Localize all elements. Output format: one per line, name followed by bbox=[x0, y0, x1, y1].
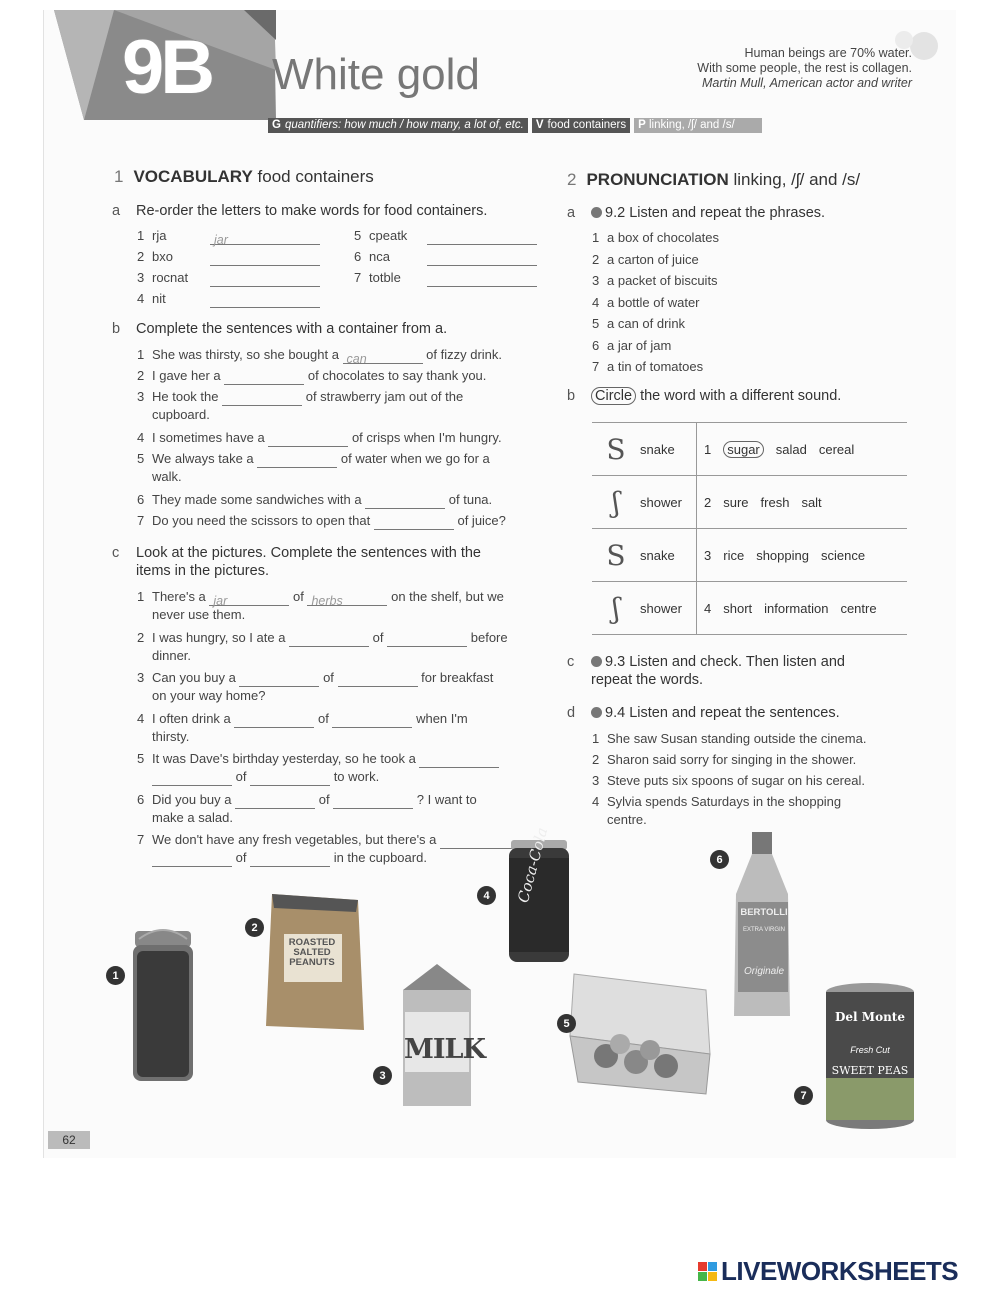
tin-brand: Del Monte bbox=[835, 1010, 905, 1024]
sentence-part: of chocolates to say thank you. bbox=[304, 368, 487, 383]
sentence-part: when I'm bbox=[412, 710, 468, 726]
cakes-picture bbox=[556, 970, 716, 1098]
answer-blank[interactable] bbox=[343, 350, 423, 364]
sentence-cont: centre. bbox=[607, 812, 647, 827]
pron-label: PRONUNCIATION bbox=[586, 170, 729, 189]
pron-heading bbox=[567, 170, 860, 190]
oil-label: BERTOLLI bbox=[740, 907, 788, 918]
answer-blank[interactable] bbox=[239, 673, 319, 687]
word-option[interactable]: sugar bbox=[723, 441, 764, 458]
item-number: 2 bbox=[592, 752, 600, 767]
vocab-label: VOCABULARY bbox=[133, 167, 253, 186]
list-item bbox=[137, 450, 490, 486]
list-item bbox=[592, 251, 699, 269]
answer-blank[interactable] bbox=[427, 231, 537, 245]
item-number: 1 bbox=[137, 228, 145, 243]
list-item bbox=[592, 358, 703, 376]
item-number: 1 bbox=[137, 347, 145, 362]
sentence-part: ? I want to bbox=[413, 791, 477, 807]
pron-c-text-1: Listen and check. Then listen and bbox=[629, 654, 845, 670]
word-option[interactable]: information bbox=[764, 600, 829, 616]
word-option[interactable]: fresh bbox=[760, 494, 790, 510]
list-item bbox=[354, 227, 537, 245]
sentence: Sharon said sorry for singing in the shower. bbox=[607, 752, 857, 767]
answer-blank[interactable] bbox=[338, 673, 418, 687]
answer-text: jar bbox=[213, 594, 228, 608]
vocab-tag bbox=[532, 118, 630, 133]
list-item bbox=[137, 269, 320, 287]
item-number: 3 bbox=[592, 773, 600, 788]
answer-blank[interactable] bbox=[152, 853, 232, 867]
answer-blank[interactable] bbox=[250, 772, 330, 786]
sentence-cont bbox=[137, 648, 191, 663]
sentence-cont bbox=[137, 688, 265, 703]
sentence-cont bbox=[137, 850, 427, 865]
list-item bbox=[137, 669, 493, 705]
list-item bbox=[137, 367, 486, 385]
list-item bbox=[137, 791, 477, 827]
phrase: a box of chocolates bbox=[607, 230, 720, 245]
sentence-part: for breakfast bbox=[417, 670, 494, 685]
item-number: 7 bbox=[354, 270, 362, 285]
word-option[interactable]: short bbox=[723, 600, 753, 616]
sentence-part: make a salad. bbox=[152, 809, 233, 825]
picture-badge-6: 6 bbox=[710, 850, 729, 869]
answer-blank[interactable] bbox=[427, 252, 537, 266]
sentence-part: of bbox=[289, 589, 308, 604]
sentence-part: thirsty. bbox=[152, 728, 190, 744]
pron-b-text: the word with a different sound. bbox=[640, 388, 842, 404]
sentence-part: of bbox=[314, 710, 333, 726]
sentence: Sylvia spends Saturdays in the shopping bbox=[607, 794, 842, 809]
item-number: 7 bbox=[592, 359, 600, 374]
answer-blank[interactable] bbox=[152, 772, 232, 786]
item-number: 6 bbox=[137, 791, 145, 807]
pron-c-text-2: repeat the words. bbox=[591, 672, 704, 688]
answer-blank[interactable] bbox=[209, 592, 289, 606]
pron-b-instruction bbox=[567, 388, 841, 404]
sound-word: snake bbox=[640, 547, 675, 563]
vocab-c-text-2: items in the pictures. bbox=[136, 563, 269, 579]
list-item bbox=[137, 629, 508, 665]
table-row bbox=[592, 529, 907, 582]
list-item bbox=[592, 793, 841, 829]
page-title: White gold bbox=[272, 50, 480, 99]
sentence-part: We always take a bbox=[152, 451, 258, 466]
list-item bbox=[137, 588, 504, 624]
table-row bbox=[592, 423, 907, 476]
item-number: 2 bbox=[137, 368, 145, 383]
item-number: 4 bbox=[137, 291, 145, 306]
sentence-cont bbox=[137, 729, 189, 744]
word-options bbox=[696, 476, 822, 528]
sentence-part: She was thirsty, so she bought a bbox=[152, 347, 343, 362]
list-item bbox=[592, 772, 865, 790]
logo-grid-icon bbox=[698, 1262, 717, 1281]
pron-a-text: Listen and repeat the phrases. bbox=[629, 205, 826, 221]
sentence-part: I often drink a bbox=[152, 710, 235, 726]
sentence: She saw Susan standing outside the cinema. bbox=[607, 731, 867, 746]
list-item bbox=[592, 229, 719, 247]
list-item bbox=[354, 269, 537, 287]
phrase: a jar of jam bbox=[607, 337, 672, 353]
list-item bbox=[137, 710, 468, 746]
sentence-part: in the cupboard. bbox=[330, 850, 427, 865]
answer-blank[interactable] bbox=[427, 273, 537, 287]
sentence-part: dinner. bbox=[152, 647, 192, 663]
pron-d-letter: d bbox=[567, 705, 576, 721]
answer-blank[interactable] bbox=[268, 433, 348, 447]
item-number: 5 bbox=[137, 751, 145, 766]
tin-product: SWEET PEAS bbox=[831, 1064, 909, 1077]
sentence-cont bbox=[137, 810, 233, 825]
list-item bbox=[592, 294, 700, 312]
answer-blank[interactable] bbox=[387, 633, 467, 647]
answer-blank[interactable] bbox=[210, 231, 320, 245]
oil-sub-label: EXTRA VIRGIN bbox=[742, 927, 785, 933]
audio-icon[interactable] bbox=[591, 207, 602, 218]
phrase: a tin of tomatoes bbox=[607, 359, 704, 374]
sentence-part: of bbox=[232, 769, 251, 784]
vocab-b-letter: b bbox=[112, 321, 121, 337]
sentence-part: It was Dave's birthday yesterday, so he took a bbox=[152, 751, 420, 766]
tin-sub: Fresh Cut bbox=[850, 1045, 890, 1055]
answer-blank[interactable] bbox=[235, 795, 315, 809]
vocab-a-instruction bbox=[112, 203, 487, 219]
item-number: 4 bbox=[592, 794, 600, 809]
list-item bbox=[137, 491, 492, 509]
word-options bbox=[696, 423, 854, 475]
table-row bbox=[592, 582, 907, 635]
row-number: 1 bbox=[704, 441, 712, 457]
item-number: 6 bbox=[354, 249, 362, 264]
sentence-cont bbox=[137, 769, 379, 784]
phrase: a packet of biscuits bbox=[607, 273, 718, 288]
sound-glyph-icon: ʃ bbox=[612, 591, 620, 625]
sentence-part: Did you buy a bbox=[152, 791, 236, 807]
worksheet-page bbox=[43, 10, 956, 1158]
sentence-part: Do you need the scissors to open that bbox=[152, 513, 374, 528]
vocab-letter: V bbox=[535, 119, 544, 131]
scrambled-word: bxo bbox=[152, 249, 173, 264]
pron-text: linking, /ʃ/ and /s/ bbox=[649, 119, 735, 131]
word-option[interactable]: salad bbox=[775, 441, 807, 457]
audio-icon[interactable] bbox=[591, 656, 602, 667]
item-number: 4 bbox=[592, 294, 600, 310]
sentence-cont bbox=[137, 607, 245, 622]
sentence-part: of strawberry jam out of the bbox=[302, 389, 464, 404]
phrase: a carton of juice bbox=[607, 251, 699, 267]
scrambled-word: cpeatk bbox=[369, 228, 408, 243]
peanuts-label-3: PEANUTS bbox=[289, 957, 335, 968]
word-option[interactable]: sure bbox=[723, 494, 749, 510]
answer-blank[interactable] bbox=[224, 371, 304, 385]
scrambled-word: totble bbox=[369, 270, 401, 285]
item-number: 1 bbox=[592, 230, 600, 245]
item-number: 6 bbox=[592, 337, 600, 353]
sound-word: shower bbox=[640, 600, 682, 616]
item-number: 7 bbox=[137, 513, 145, 528]
answer-blank[interactable] bbox=[234, 714, 314, 728]
sound-glyph-icon: S bbox=[606, 538, 626, 572]
sentence-part: of bbox=[232, 850, 251, 865]
pron-topic: linking, /ʃ/ and /s/ bbox=[733, 170, 861, 189]
picture-badge-3: 3 bbox=[373, 1066, 392, 1085]
pron-tag bbox=[634, 118, 762, 133]
answer-blank[interactable] bbox=[250, 853, 330, 867]
vocab-num: 1 bbox=[114, 167, 124, 186]
sound-glyph-icon: ʃ bbox=[612, 485, 620, 519]
table-row bbox=[592, 476, 907, 529]
pron-a-instruction bbox=[567, 205, 825, 221]
grammar-letter: G bbox=[272, 119, 281, 131]
phrase: a bottle of water bbox=[607, 294, 700, 310]
answer-blank[interactable] bbox=[332, 714, 412, 728]
picture-badge-1: 1 bbox=[106, 966, 125, 985]
oil-script-label: Originale bbox=[743, 966, 785, 977]
sentence-part: There's a bbox=[152, 589, 210, 604]
pron-b-letter: b bbox=[567, 388, 576, 404]
answer-text: can bbox=[346, 352, 367, 366]
sentence-part: of bbox=[369, 629, 388, 645]
pron-c-instruction bbox=[567, 653, 845, 689]
word-option[interactable]: centre bbox=[840, 600, 877, 616]
pron-a-letter: a bbox=[567, 205, 576, 221]
pron-a-audio: 9.2 bbox=[605, 205, 626, 221]
grammar-text: quantifiers: how much / how many, a lot of, etc. bbox=[284, 119, 524, 131]
scrambled-word: nit bbox=[152, 291, 166, 306]
item-number: 2 bbox=[137, 249, 145, 264]
sentence-part: to work. bbox=[330, 769, 380, 784]
vocab-heading bbox=[114, 167, 374, 187]
quote-line-2: With some people, the rest is collagen. bbox=[697, 61, 912, 75]
phrase: a can of drink bbox=[607, 316, 686, 331]
picture-badge-5: 5 bbox=[557, 1014, 576, 1033]
list-item bbox=[137, 750, 499, 786]
answer-blank[interactable] bbox=[333, 795, 413, 809]
list-item bbox=[592, 730, 866, 748]
item-number: 2 bbox=[592, 251, 600, 267]
sentence-part: I gave her a bbox=[152, 368, 225, 383]
sentence-part: of bbox=[315, 791, 334, 807]
list-item bbox=[137, 290, 320, 308]
answer-blank[interactable] bbox=[374, 516, 454, 530]
sentence-part: He took the bbox=[152, 389, 223, 404]
sentence-part: I sometimes have a bbox=[152, 430, 269, 445]
answer-text: herbs bbox=[311, 594, 343, 608]
pron-d-audio: 9.4 bbox=[605, 705, 626, 721]
cola-label: Coca-Cola bbox=[514, 825, 552, 905]
picture-badge-4: 4 bbox=[477, 886, 496, 905]
picture-badge-7: 7 bbox=[794, 1086, 813, 1105]
list-item bbox=[137, 429, 502, 447]
list-item bbox=[592, 337, 671, 355]
peanuts-label-2: SALTED bbox=[293, 947, 331, 958]
vocab-text: food containers bbox=[547, 119, 627, 131]
vocab-b-text: Complete the sentences with a container from a. bbox=[136, 321, 448, 337]
sentence-cont: cupboard. bbox=[152, 407, 210, 422]
scrambled-word: rja bbox=[152, 228, 167, 243]
tin-picture bbox=[824, 982, 916, 1130]
item-number: 3 bbox=[137, 670, 145, 685]
logo-text: LIVEWORKSHEETS bbox=[721, 1256, 959, 1286]
answer-blank[interactable] bbox=[222, 392, 302, 406]
word-option[interactable]: rice bbox=[723, 547, 745, 563]
peanuts-label bbox=[287, 938, 337, 968]
topic-strip bbox=[268, 118, 762, 133]
sentence-cont: walk. bbox=[152, 469, 182, 484]
word-option[interactable]: science bbox=[820, 547, 866, 563]
list-item bbox=[592, 751, 856, 769]
sound-glyph-icon: S bbox=[606, 432, 626, 466]
answer-blank[interactable] bbox=[257, 454, 337, 468]
word-option[interactable]: shopping bbox=[756, 547, 809, 563]
scrambled-word: rocnat bbox=[152, 270, 189, 285]
list-item bbox=[137, 346, 502, 364]
item-number: 3 bbox=[137, 270, 145, 285]
peanuts-label-1: ROASTED bbox=[288, 937, 336, 948]
jar-picture bbox=[129, 925, 199, 1085]
answer-blank[interactable] bbox=[419, 754, 499, 768]
word-option[interactable]: cereal bbox=[818, 441, 855, 457]
sound-word: snake bbox=[640, 441, 675, 457]
sentence-part: of tuna. bbox=[445, 492, 493, 507]
sound-table bbox=[592, 422, 907, 635]
sentence-part: of fizzy drink. bbox=[422, 347, 502, 362]
answer-blank[interactable] bbox=[210, 273, 320, 287]
vocab-b-instruction bbox=[112, 321, 447, 337]
sentence-part: of bbox=[319, 670, 338, 685]
word-option[interactable]: salt bbox=[801, 494, 822, 510]
list-item bbox=[137, 227, 320, 245]
row-number: 2 bbox=[704, 494, 712, 510]
list-item bbox=[137, 831, 520, 867]
picture-badge-2: 2 bbox=[245, 918, 264, 937]
pron-c-letter: c bbox=[567, 654, 575, 670]
list-item bbox=[592, 315, 685, 333]
grammar-tag bbox=[268, 118, 528, 133]
item-number: 3 bbox=[592, 273, 600, 288]
answer-text: jar bbox=[214, 233, 228, 247]
sentence-part: before bbox=[467, 629, 508, 645]
circle-word: Circle bbox=[591, 387, 636, 405]
vocab-a-letter: a bbox=[112, 203, 121, 219]
item-number: 7 bbox=[137, 832, 145, 847]
quote-author: Martin Mull, American actor and writer bbox=[701, 76, 912, 90]
sentence-part: never use them. bbox=[152, 607, 246, 622]
sentence-part: on the shelf, but we bbox=[387, 589, 504, 604]
quote bbox=[697, 46, 912, 91]
list-item bbox=[354, 248, 537, 266]
sentence: Steve puts six spoons of sugar on his cereal. bbox=[607, 773, 865, 788]
vocab-topic: food containers bbox=[257, 167, 374, 186]
word-options bbox=[696, 582, 877, 634]
pron-d-instruction bbox=[567, 705, 840, 721]
word-options bbox=[696, 529, 865, 581]
sentence-part: We don't have any fresh vegetables, but there's a bbox=[152, 832, 441, 847]
pron-letter: P bbox=[638, 119, 646, 131]
milk-label: MILK bbox=[404, 1034, 485, 1065]
sentence-part: on your way home? bbox=[152, 688, 266, 703]
vocab-c-letter: c bbox=[112, 545, 120, 561]
sentence-part: of juice? bbox=[453, 513, 506, 528]
list-item bbox=[137, 388, 463, 424]
item-number: 5 bbox=[137, 451, 145, 466]
answer-blank[interactable] bbox=[365, 495, 445, 509]
list-item bbox=[137, 248, 320, 266]
item-number: 5 bbox=[354, 228, 362, 243]
item-number: 3 bbox=[137, 389, 145, 404]
audio-icon[interactable] bbox=[591, 707, 602, 718]
list-item bbox=[592, 272, 718, 290]
answer-blank[interactable] bbox=[210, 252, 320, 266]
unit-number: 9B bbox=[122, 25, 212, 110]
vocab-c-instruction bbox=[112, 544, 481, 580]
sentence-part: of crisps when I'm hungry. bbox=[348, 430, 502, 445]
answer-blank[interactable] bbox=[307, 592, 387, 606]
item-number: 1 bbox=[137, 589, 145, 604]
pron-c-audio: 9.3 bbox=[605, 654, 626, 670]
sentence-part: They made some sandwiches with a bbox=[152, 492, 366, 507]
oil-picture bbox=[724, 830, 800, 1020]
item-number: 6 bbox=[137, 492, 145, 507]
row-number: 3 bbox=[704, 547, 712, 563]
item-number: 2 bbox=[137, 629, 145, 645]
row-number: 4 bbox=[704, 600, 712, 616]
item-number: 5 bbox=[592, 316, 600, 331]
vocab-a-text: Re-order the letters to make words for food containers. bbox=[136, 203, 488, 219]
item-number: 1 bbox=[592, 731, 600, 746]
sound-word: shower bbox=[640, 494, 682, 510]
vocab-c-text-1: Look at the pictures. Complete the sentences with the bbox=[136, 545, 481, 561]
page-number: 62 bbox=[48, 1131, 90, 1149]
quote-line-1: Human beings are 70% water. bbox=[744, 46, 912, 60]
sentence-part: Can you buy a bbox=[152, 670, 240, 685]
answer-blank[interactable] bbox=[210, 294, 320, 308]
scrambled-word: nca bbox=[369, 249, 390, 264]
liveworksheets-logo bbox=[698, 1256, 958, 1287]
item-number: 4 bbox=[137, 430, 145, 445]
list-item bbox=[137, 512, 506, 530]
pron-d-text: Listen and repeat the sentences. bbox=[629, 705, 840, 721]
answer-blank[interactable] bbox=[289, 633, 369, 647]
sentence-part: of water when we go for a bbox=[337, 451, 490, 466]
pron-num: 2 bbox=[567, 170, 577, 189]
item-number: 4 bbox=[137, 710, 145, 726]
sentence-part: I was hungry, so I ate a bbox=[152, 629, 290, 645]
header-banner bbox=[44, 10, 956, 120]
